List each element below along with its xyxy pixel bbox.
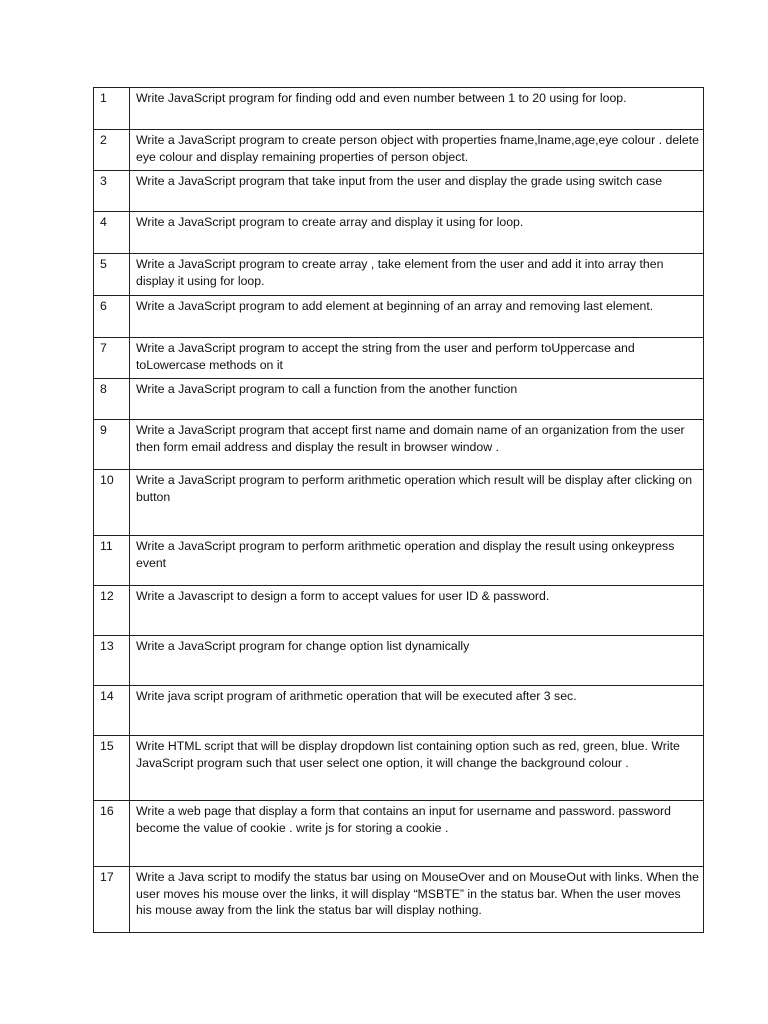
row-number: 13 (94, 636, 130, 686)
row-number: 16 (94, 801, 130, 867)
row-description: Write a JavaScript program for change option list dynamically (130, 636, 704, 686)
row-description: Write a JavaScript program to add element at beginning of an array and removing last element. (130, 296, 704, 338)
table-row (94, 212, 704, 254)
table-row (94, 636, 704, 686)
row-number: 7 (94, 338, 130, 379)
row-description: Write a web page that display a form that contains an input for username and password. password become the value of cookie . write js for storing a cookie . (130, 801, 704, 867)
row-number: 5 (94, 254, 130, 296)
table-row (94, 867, 704, 933)
row-description: Write a JavaScript program to accept the string from the user and perform toUppercase and toLowercase methods on it (130, 338, 704, 379)
table-row (94, 379, 704, 420)
table-row (94, 130, 704, 171)
row-number: 17 (94, 867, 130, 933)
row-number: 9 (94, 420, 130, 470)
row-number: 2 (94, 130, 130, 171)
row-description: Write a JavaScript program to perform arithmetic operation and display the result using onkeypress event (130, 536, 704, 586)
table-row (94, 736, 704, 801)
row-description: Write a JavaScript program that accept first name and domain name of an organization from the user then form email address and display the result in browser window . (130, 420, 704, 470)
row-number: 6 (94, 296, 130, 338)
table-row (94, 686, 704, 736)
table-row (94, 254, 704, 296)
table-row (94, 338, 704, 379)
row-number: 4 (94, 212, 130, 254)
row-description: Write a JavaScript program to call a function from the another function (130, 379, 704, 420)
table-row (94, 420, 704, 470)
table-row (94, 88, 704, 130)
row-description: Write a JavaScript program to perform arithmetic operation which result will be display after clicking on button (130, 470, 704, 536)
table-row (94, 536, 704, 586)
table-row (94, 470, 704, 536)
row-number: 15 (94, 736, 130, 801)
program-list-table (93, 87, 704, 933)
row-number: 12 (94, 586, 130, 636)
table-row (94, 296, 704, 338)
row-number: 11 (94, 536, 130, 586)
table-row (94, 801, 704, 867)
row-description: Write JavaScript program for finding odd and even number between 1 to 20 using for loop. (130, 88, 704, 130)
row-description: Write a JavaScript program to create array and display it using for loop. (130, 212, 704, 254)
row-description: Write a Javascript to design a form to accept values for user ID & password. (130, 586, 704, 636)
row-description: Write HTML script that will be display dropdown list containing option such as red, green, blue. Write JavaScript program such that user select one option, it will change the background colour . (130, 736, 704, 801)
row-number: 14 (94, 686, 130, 736)
table-row (94, 586, 704, 636)
row-number: 3 (94, 171, 130, 212)
row-description: Write a JavaScript program that take input from the user and display the grade using switch case (130, 171, 704, 212)
row-description: Write java script program of arithmetic operation that will be executed after 3 sec. (130, 686, 704, 736)
row-description: Write a Java script to modify the status bar using on MouseOver and on MouseOut with links. When the user moves his mouse over the links, it will display “MSBTE” in the status bar. When the user moves his mouse away from the link the status bar will display nothing. (130, 867, 704, 933)
row-number: 1 (94, 88, 130, 130)
row-number: 10 (94, 470, 130, 536)
row-number: 8 (94, 379, 130, 420)
row-description: Write a JavaScript program to create array , take element from the user and add it into array then display it using for loop. (130, 254, 704, 296)
row-description: Write a JavaScript program to create person object with properties fname,lname,age,eye colour . delete eye colour and display remaining properties of person object. (130, 130, 704, 171)
table-row (94, 171, 704, 212)
